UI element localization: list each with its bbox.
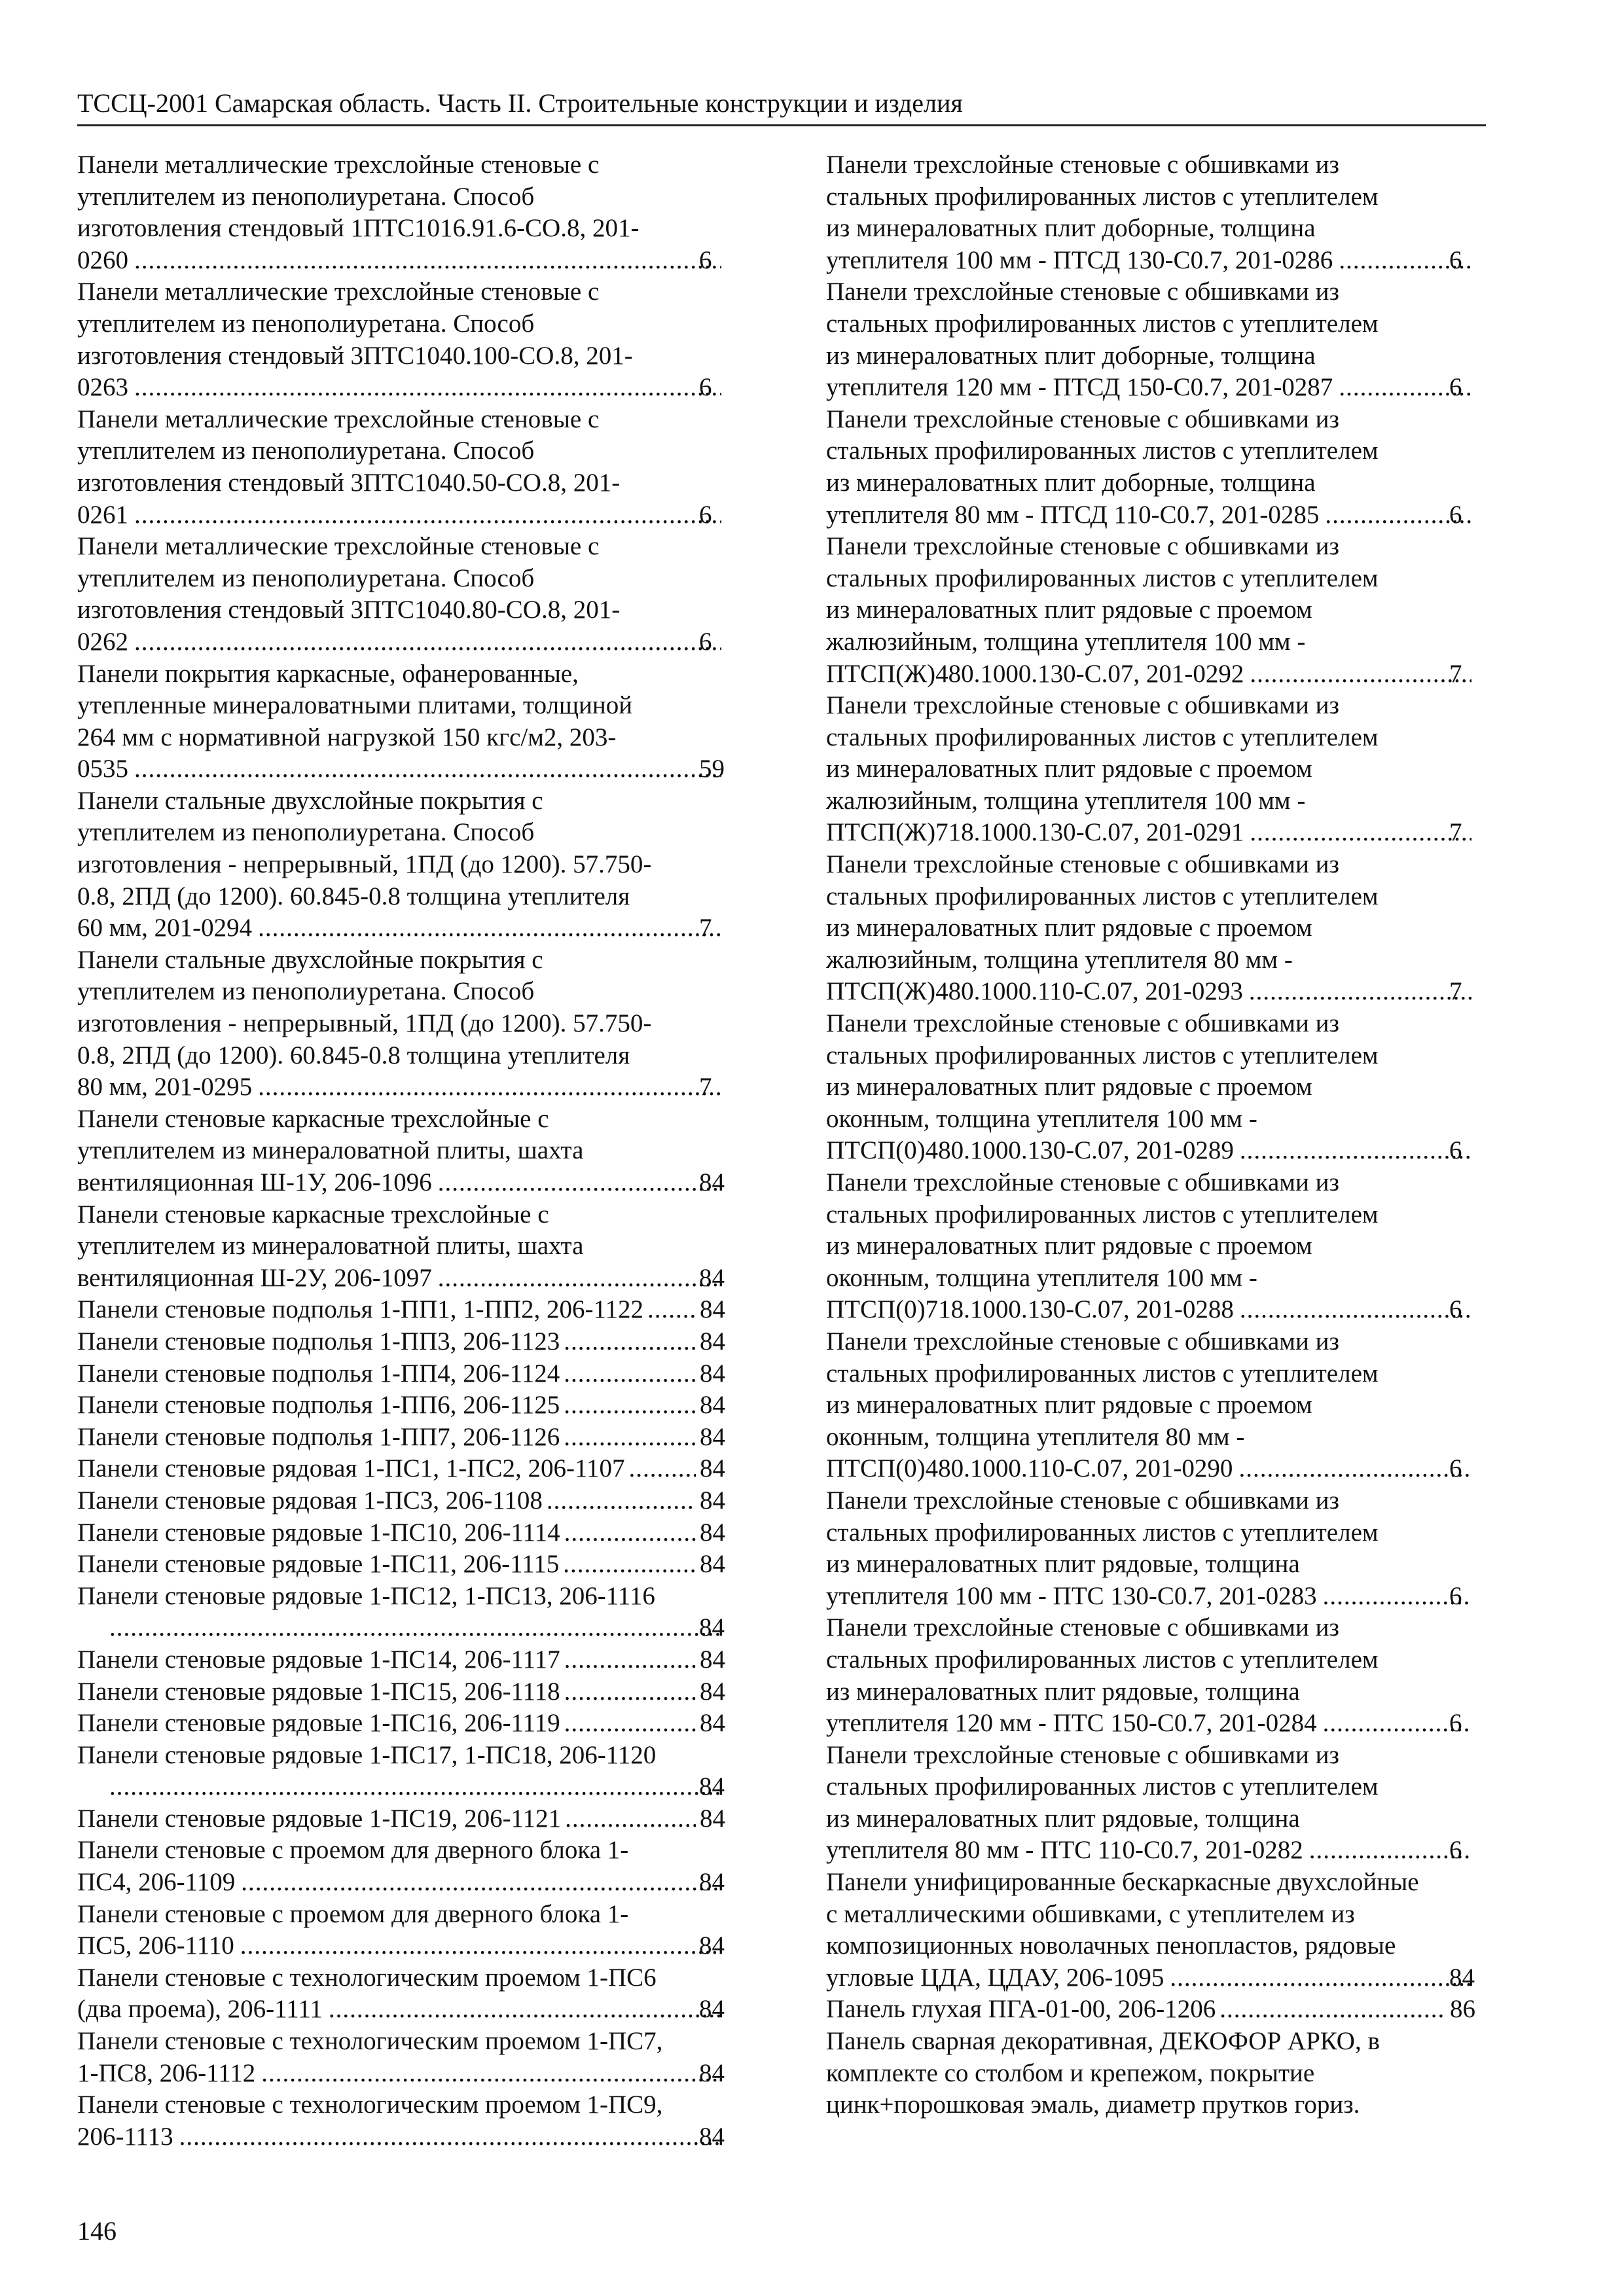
- index-entry: Панели стеновые с технологическим проемом 1-ПС9, 206-1113 ..... 84: [77, 2089, 725, 2153]
- index-entry-line: Панели стеновые рядовые 1-ПС17, 1-ПС18, 206-1120: [77, 1740, 657, 1769]
- index-entry: [77, 1517, 725, 1549]
- index-entry: [77, 1422, 725, 1454]
- index-entry-line: утеплителем из пенополиуретана. Способ: [77, 977, 535, 1006]
- dot-leader: [1238, 1135, 1471, 1167]
- index-entry-line: стальных профилированных листов с утеплителем: [826, 1518, 1379, 1547]
- index-entry: Панели стеновые с технологическим проемом 1-ПС7, 1-ПС8, 206-1112 ..... 84: [77, 2026, 725, 2089]
- index-entry-line: оконным, толщина утеплителя 80 мм -: [826, 1422, 1245, 1451]
- index-entry-line: Панель сварная декоративная, ДЕКОФОР АРКО, в: [826, 2027, 1380, 2056]
- index-entry-line: Панели трехслойные стеновые с обшивками из: [826, 1486, 1339, 1515]
- index-entry-page: 84: [700, 1677, 725, 1706]
- index-entry-line: 0.8, 2ПД (до 1200). 60.845-0.8 толщина утеплителя: [77, 1041, 630, 1069]
- index-entry-line: изготовления стендовый 3ПТС1040.50-СО.8, 201-: [77, 468, 621, 497]
- index-entry-last-line: Панели стеновые рядовая 1-ПС3, 206-1108: [77, 1486, 543, 1515]
- index-entry-page: 84: [700, 1486, 725, 1515]
- index-entry-last-line: 1-ПС8, 206-1112: [77, 2058, 256, 2087]
- index-entry-last-line: Панели стеновые рядовые 1-ПС15, 206-1118: [77, 1677, 560, 1706]
- dot-leader: [564, 1422, 696, 1454]
- index-entry-line: Панели стеновые с технологическим проемом 1-ПС9,: [77, 2090, 663, 2119]
- index-entry-last-line: утеплителя 120 мм - ПТС 150-С0.7, 201-0284: [826, 1709, 1317, 1738]
- index-entry-page: 86: [1450, 1995, 1475, 2024]
- dot-leader: [436, 1263, 721, 1295]
- index-entry: [77, 1549, 725, 1581]
- dot-leader: [563, 1549, 696, 1581]
- index-entry-last-line: Панели стеновые подполья 1-ПП4, 206-1124: [77, 1359, 560, 1388]
- index-entry-last-line: утеплителя 100 мм - ПТС 130-С0.7, 201-0283: [826, 1581, 1317, 1610]
- index-entry-line: Панели трехслойные стеновые с обшивками из: [826, 1740, 1339, 1769]
- dot-leader: [564, 1326, 696, 1358]
- index-entry-last-line: 0260: [77, 245, 128, 274]
- index-entry: [77, 1485, 725, 1517]
- index-entry-line: из минераловатных плит рядовые с проемом: [826, 1073, 1312, 1102]
- index-entry: Панели трехслойные стеновые с обшивками из стальных профилированных листов с утеплителем из минераловатных плит рядовые с проемом оконным, толщина утеплителя 100 мм - ПТСП(0)718.1000.130-С.07, 201-0288 ..... 6: [826, 1167, 1475, 1326]
- index-entry-page: 84: [700, 1295, 725, 1324]
- index-entry-line: стальных профилированных листов с утеплителем: [826, 564, 1379, 592]
- index-entry-line: Панели стеновые с технологическим проемом 1-ПС7,: [77, 2027, 663, 2056]
- index-entry-line: утеплителем из минераловатной плиты, шахта: [77, 1232, 584, 1261]
- index-entry-line: Панели стальные двухслойные покрытия с: [77, 945, 543, 974]
- index-entry-line: жалюзийным, толщина утеплителя 100 мм -: [826, 627, 1306, 656]
- index-entry: Панели трехслойные стеновые с обшивками из стальных профилированных листов с утеплителем из минераловатных плит рядовые с проемом жалюзийным, толщина утеплителя 100 мм - ПТСП(Ж)718.1000.130-С.07, 201-0291 ..... 7: [826, 690, 1475, 849]
- index-entry: Панели стальные двухслойные покрытия с утеплителем из пенополиуретана. Способ изготовления - непрерывный, 1ПД (до 1200). 57.750- 0.8, 2ПД (до 1200). 60.845-0.8 толщина утеплителя 60 мм, 201-0294 ..... 7: [77, 785, 725, 944]
- index-entry-line: Панели металлические трехслойные стеновые с: [77, 278, 600, 306]
- index-entry-last-line: утеплителя 80 мм - ПТСД 110-С0.7, 201-0285: [826, 500, 1320, 529]
- index-entry-line: цинк+порошковая эмаль, диаметр прутков гориз.: [826, 2090, 1360, 2119]
- index-entry-line: Панели трехслойные стеновые с обшивками из: [826, 850, 1339, 879]
- index-entry-last-line: ПТСП(0)480.1000.130-С.07, 201-0289: [826, 1136, 1234, 1165]
- index-entry: [77, 1708, 725, 1740]
- running-header: ТССЦ-2001 Самарская область. Часть II. Строительные конструкции и изделия: [77, 84, 1486, 126]
- index-entry-line: стальных профилированных листов с утеплителем: [826, 437, 1379, 465]
- index-entry: [77, 1294, 725, 1326]
- index-entry-line: 264 мм с нормативной нагрузкой 150 кгс/м2, 203-: [77, 723, 617, 751]
- index-entry-line: из минераловатных плит рядовые, толщина: [826, 1804, 1300, 1833]
- index-entry: [77, 1390, 725, 1422]
- index-entry-line: из минераловатных плит рядовые с проемом: [826, 1391, 1312, 1420]
- index-entry-line: из минераловатных плит доборные, толщина: [826, 341, 1316, 370]
- dot-leader: [132, 753, 721, 785]
- index-entry-last-line: ПТСП(0)480.1000.110-С.07, 201-0290: [826, 1454, 1233, 1483]
- index-entry-line: с металлическими обшивками, с утеплителем из: [826, 1899, 1355, 1928]
- index-entry-page: 84: [700, 1327, 725, 1355]
- index-entry-last-line: вентиляционная Ш-2У, 206-1097: [77, 1263, 432, 1292]
- index-entry: Панели трехслойные стеновые с обшивками из стальных профилированных листов с утеплителем из минераловатных плит доборные, толщина утеплителя 100 мм - ПТСД 130-С0.7, 201-0286 ..... 6: [826, 149, 1475, 276]
- index-entry-line: утепленные минераловатными плитами, толщиной: [77, 691, 633, 720]
- index-entry-line: стальных профилированных листов с утеплителем: [826, 1645, 1379, 1674]
- index-entry: Панели стеновые с технологическим проемом 1-ПС6 (два проема), 206-1111 ..... 84: [77, 1962, 725, 2026]
- index-entry: [826, 2026, 1475, 2121]
- index-entry-line: Панели унифицированные бескаркасные двухслойные: [826, 1868, 1419, 1897]
- dot-leader: [564, 1517, 696, 1549]
- index-entry-last-line: ПТСП(0)718.1000.130-С.07, 201-0288: [826, 1295, 1234, 1324]
- index-entry-last-line: Панели стеновые подполья 1-ПП6, 206-1125: [77, 1391, 560, 1420]
- index-entry-line: из минераловатных плит доборные, толщина: [826, 214, 1316, 243]
- index-entry-page: 84: [700, 1645, 725, 1674]
- dot-leader: [1248, 658, 1471, 691]
- index-entry-line: Панели металлические трехслойные стеновые с: [77, 404, 600, 433]
- dot-leader: [107, 1612, 721, 1644]
- dot-leader: [1238, 1294, 1471, 1326]
- index-entry-line: Панели трехслойные стеновые с обшивками из: [826, 151, 1339, 179]
- index-entry-last-line: утеплителя 120 мм - ПТСД 150-С0.7, 201-0287: [826, 373, 1333, 402]
- index-entry-last-line: Панели стеновые рядовые 1-ПС14, 206-1117: [77, 1645, 560, 1674]
- index-entry-page: 84: [700, 1422, 725, 1451]
- dot-leader: [1247, 976, 1471, 1008]
- index-entry: Панели металлические трехслойные стеновые с утеплителем из пенополиуретана. Способ изготовления стендовый 1ПТС1016.91.6-СО.8, 201- 0260 ..... 6: [77, 149, 725, 276]
- index-entry-line: утеплителем из пенополиуретана. Способ: [77, 564, 535, 592]
- index-entry-page: 84: [700, 1518, 725, 1547]
- dot-leader: [238, 1930, 721, 1962]
- index-column-left: [77, 149, 725, 2153]
- index-entry-line: стальных профилированных листов с утеплителем: [826, 309, 1379, 338]
- index-entry-line: Панели трехслойные стеновые с обшивками из: [826, 1168, 1339, 1196]
- index-entry-line: стальных профилированных листов с утеплителем: [826, 723, 1379, 751]
- index-entry-line: композиционных новолачных пенопластов, рядовые: [826, 1931, 1396, 1960]
- index-entry-line: Панели металлические трехслойные стеновые с: [77, 151, 600, 179]
- index-entry-line: из минераловатных плит рядовые, толщина: [826, 1550, 1300, 1579]
- index-entry-line: Панели трехслойные стеновые с обшивками из: [826, 532, 1339, 561]
- index-entry-line: Панели стеновые с проемом для дверного блока 1-: [77, 1836, 629, 1865]
- index-entry: [77, 1453, 725, 1485]
- index-entry-line: Панели стеновые с технологическим проемом 1-ПС6: [77, 1963, 657, 1992]
- index-entry: Панели трехслойные стеновые с обшивками из стальных профилированных листов с утеплителем из минераловатных плит рядовые с проемом оконным, толщина утеплителя 80 мм - ПТСП(0)480.1000.110-С.07, 201-0290 ..... 6: [826, 1326, 1475, 1485]
- index-entry: [77, 1358, 725, 1390]
- index-entry-line: утеплителем из пенополиуретана. Способ: [77, 437, 535, 465]
- index-entry-line: стальных профилированных листов с утеплителем: [826, 182, 1379, 211]
- index-entry-line: из минераловатных плит рядовые с проемом: [826, 914, 1312, 942]
- index-entry-last-line: 0535: [77, 755, 128, 783]
- index-entry-line: изготовления стендовый 1ПТС1016.91.6-СО.8, 201-: [77, 214, 640, 243]
- index-entry-line: комплекте со столбом и крепежом, покрытие: [826, 2058, 1315, 2087]
- index-entry-line: Панели трехслойные стеновые с обшивками из: [826, 404, 1339, 433]
- index-entry-line: изготовления стендовый 3ПТС1040.100-СО.8, 201-: [77, 341, 633, 370]
- index-entry: Панели покрытия каркасные, офанерованные, утепленные минераловатными плитами, толщиной 264 мм с нормативной нагрузкой 150 кгс/м2, 203- 0535 ..... 59: [77, 658, 725, 785]
- dot-leader: [564, 1708, 696, 1740]
- page-number: 146: [77, 2216, 117, 2246]
- index-entry-line: из минераловатных плит рядовые с проемом: [826, 755, 1312, 783]
- index-entry-last-line: ПТСП(Ж)718.1000.130-С.07, 201-0291: [826, 818, 1244, 847]
- index-entry-last-line: 0262: [77, 627, 128, 656]
- index-entry-last-line: Панель глухая ПГА-01-00, 206-1206: [826, 1995, 1216, 2024]
- index-entry-last-line: 60 мм, 201-0294: [77, 914, 253, 942]
- index-entry: [826, 1994, 1475, 2026]
- index-entry-line: изготовления стендовый 3ПТС1040.80-СО.8, 201-: [77, 596, 621, 624]
- dot-leader: [259, 2058, 721, 2090]
- dot-leader: [564, 1358, 696, 1390]
- index-entry: Панели унифицированные бескаркасные двухслойные с металлическими обшивками, с утеплителем из композиционных новолачных пенопластов, рядовые угловые ЦДА, ЦДАУ, 206-1095 ..... 84: [826, 1867, 1475, 1994]
- dot-leader: [1307, 1835, 1471, 1867]
- index-entry: Панели трехслойные стеновые с обшивками из стальных профилированных листов с утеплителем из минераловатных плит рядовые с проемом жалюзийным, толщина утеплителя 100 мм - ПТСП(Ж)480.1000.130-С.07, 201-0292 ..... 7: [826, 531, 1475, 690]
- index-entry: Панели стальные двухслойные покрытия с утеплителем из пенополиуретана. Способ изготовления - непрерывный, 1ПД (до 1200). 57.750- 0.8, 2ПД (до 1200). 60.845-0.8 толщина утеплителя 80 мм, 201-0295 ..... 7: [77, 944, 725, 1103]
- index-entry-last-line: утеплителя 80 мм - ПТС 110-С0.7, 201-0282: [826, 1836, 1303, 1865]
- dot-leader: [564, 1644, 696, 1676]
- index-entry: Панели трехслойные стеновые с обшивками из стальных профилированных листов с утеплителем из минераловатных плит рядовые, толщина утеплителя 120 мм - ПТС 150-С0.7, 201-0284 ..... 6: [826, 1612, 1475, 1739]
- index-entry: [77, 1803, 725, 1835]
- index-entry-last-line: ПС4, 206-1109: [77, 1868, 236, 1897]
- dot-leader: [132, 626, 721, 658]
- index-entry-page: 84: [700, 1804, 725, 1833]
- index-entry-last-line: утеплителя 100 мм - ПТСД 130-С0.7, 201-0286: [826, 245, 1333, 274]
- index-entry-page: 84: [700, 1359, 725, 1388]
- index-entry-page: 84: [700, 1454, 725, 1483]
- index-entry: [77, 1326, 725, 1358]
- index-entry: Панели металлические трехслойные стеновые с утеплителем из пенополиуретана. Способ изготовления стендовый 3ПТС1040.80-СО.8, 201- 0262 ..... 6: [77, 531, 725, 658]
- index-entry-line: изготовления - непрерывный, 1ПД (до 1200). 57.750-: [77, 1009, 652, 1038]
- index-entry: Панели трехслойные стеновые с обшивками из стальных профилированных листов с утеплителем из минераловатных плит рядовые с проемом жалюзийным, толщина утеплителя 80 мм - ПТСП(Ж)480.1000.110-С.07, 201-0293 ..... 7: [826, 849, 1475, 1008]
- index-entry-line: оконным, толщина утеплителя 100 мм -: [826, 1104, 1257, 1133]
- index-entry-line: стальных профилированных листов с утеплителем: [826, 1359, 1379, 1388]
- index-entry: [77, 1644, 725, 1676]
- index-entry-last-line: 80 мм, 201-0295: [77, 1073, 253, 1102]
- index-entry-line: утеплителем из пенополиуретана. Способ: [77, 818, 535, 847]
- index-entry-line: жалюзийным, толщина утеплителя 80 мм -: [826, 945, 1293, 974]
- dot-leader: [256, 912, 721, 944]
- dot-leader: [177, 2121, 721, 2153]
- index-entry: Панели металлические трехслойные стеновые с утеплителем из пенополиуретана. Способ изготовления стендовый 3ПТС1040.50-СО.8, 201- 0261 ..... 6: [77, 404, 725, 531]
- index-entry-line: из минераловатных плит рядовые с проемом: [826, 1232, 1312, 1261]
- index-entry-last-line: Панели стеновые подполья 1-ПП3, 206-1123: [77, 1327, 560, 1355]
- index-entry-line: стальных профилированных листов с утеплителем: [826, 1772, 1379, 1801]
- index-entry-line: из минераловатных плит рядовые, толщина: [826, 1677, 1300, 1706]
- index-entry-line: утеплителем из пенополиуретана. Способ: [77, 309, 535, 338]
- index-entry: Панели стеновые каркасные трехслойные с утеплителем из минераловатной плиты, шахта вентиляционная Ш-2У, 206-1097 ..... 84: [77, 1199, 725, 1295]
- index-entry-line: Панели стеновые каркасные трехслойные с: [77, 1104, 549, 1133]
- index-entry-page: 84: [700, 1550, 725, 1579]
- dot-leader: [1168, 1962, 1471, 1994]
- dot-leader: [256, 1071, 721, 1103]
- dot-leader: [565, 1803, 696, 1835]
- index-entry-line: Панели трехслойные стеновые с обшивками из: [826, 1009, 1339, 1038]
- dot-leader: [132, 245, 721, 277]
- index-entry: Панели металлические трехслойные стеновые с утеплителем из пенополиуретана. Способ изготовления стендовый 3ПТС1040.100-СО.8, 201- 0263 ..... 6: [77, 276, 725, 403]
- index-entry-line: 0.8, 2ПД (до 1200). 60.845-0.8 толщина утеплителя: [77, 882, 630, 910]
- index-entry: Панели трехслойные стеновые с обшивками из стальных профилированных листов с утеплителем из минераловатных плит рядовые, толщина утеплителя 100 мм - ПТС 130-С0.7, 201-0283 ..... 6: [826, 1485, 1475, 1612]
- index-entry: Панели трехслойные стеновые с обшивками из стальных профилированных листов с утеплителем из минераловатных плит доборные, толщина утеплителя 120 мм - ПТСД 150-С0.7, 201-0287 ..... 6: [826, 276, 1475, 403]
- index-entry: Панели стеновые рядовые 1-ПС12, 1-ПС13, 206-1116 ..... 84: [77, 1581, 725, 1644]
- index-entry-line: стальных профилированных листов с утеплителем: [826, 1200, 1379, 1229]
- index-entry: Панели трехслойные стеновые с обшивками из стальных профилированных листов с утеплителем из минераловатных плит доборные, толщина утеплителя 80 мм - ПТСД 110-С0.7, 201-0285 ..... 6: [826, 404, 1475, 531]
- index-entry-last-line: угловые ЦДА, ЦДАУ, 206-1095: [826, 1963, 1164, 1992]
- index-entry-line: Панели покрытия каркасные, офанерованные,: [77, 659, 579, 688]
- index-entry-line: жалюзийным, толщина утеплителя 100 мм -: [826, 786, 1306, 815]
- index-entry-line: стальных профилированных листов с утеплителем: [826, 882, 1379, 910]
- index-entry-line: утеплителем из минераловатной плиты, шахта: [77, 1136, 584, 1165]
- index-entry-last-line: Панели стеновые рядовая 1-ПС1, 1-ПС2, 206-1107: [77, 1454, 625, 1483]
- index-entry: Панели стеновые с проемом для дверного блока 1- ПС4, 206-1109 ..... 84: [77, 1835, 725, 1898]
- index-entry: Панели стеновые рядовые 1-ПС17, 1-ПС18, 206-1120 ..... 84: [77, 1740, 725, 1803]
- dot-leader: [647, 1294, 696, 1326]
- index-entry-line: Панели трехслойные стеновые с обшивками из: [826, 278, 1339, 306]
- index-entry-last-line: (два проема), 206-1111: [77, 1995, 323, 2024]
- index-entry-last-line: 0261: [77, 500, 128, 529]
- index-entry-line: утеплителем из пенополиуретана. Способ: [77, 182, 535, 211]
- dot-leader: [1236, 1453, 1471, 1485]
- index-entry-line: Панели трехслойные стеновые с обшивками из: [826, 691, 1339, 720]
- index-entry-line: Панели трехслойные стеновые с обшивками из: [826, 1613, 1339, 1642]
- index-entry-line: Панели стеновые с проемом для дверного блока 1-: [77, 1899, 629, 1928]
- index-entry-line: Панели металлические трехслойные стеновые с: [77, 532, 600, 561]
- dot-leader: [629, 1453, 696, 1485]
- index-column-right: [826, 149, 1475, 2121]
- index-entry-line: оконным, толщина утеплителя 100 мм -: [826, 1263, 1257, 1292]
- index-entry-line: Панели стеновые каркасные трехслойные с: [77, 1200, 549, 1229]
- index-entry-last-line: 0263: [77, 373, 128, 402]
- dot-leader: [564, 1390, 696, 1422]
- dot-leader: [107, 1771, 721, 1803]
- index-entry-last-line: ПТСП(Ж)480.1000.130-С.07, 201-0292: [826, 659, 1244, 688]
- index-entry: Панели стеновые каркасные трехслойные с утеплителем из минераловатной плиты, шахта вентиляционная Ш-1У, 206-1096 ..... 84: [77, 1103, 725, 1199]
- index-entry-line: Панели трехслойные стеновые с обшивками из: [826, 1327, 1339, 1355]
- index-entry-line: Панели стальные двухслойные покрытия с: [77, 786, 543, 815]
- dot-leader: [1248, 817, 1471, 849]
- dot-leader: [1219, 1994, 1446, 2026]
- dot-leader: [564, 1676, 696, 1708]
- index-entry-last-line: Панели стеновые рядовые 1-ПС11, 206-1115: [77, 1550, 560, 1579]
- index-entry-page: 84: [700, 1391, 725, 1420]
- dot-leader: [436, 1167, 721, 1199]
- index-entry-page: 84: [700, 1709, 725, 1738]
- index-entry-last-line: Панели стеновые подполья 1-ПП7, 206-1126: [77, 1422, 560, 1451]
- index-entry-last-line: Панели стеновые рядовые 1-ПС16, 206-1119: [77, 1709, 560, 1738]
- dot-leader: [547, 1485, 696, 1517]
- index-entry-line: из минераловатных плит рядовые с проемом: [826, 596, 1312, 624]
- index-entry-line: изготовления - непрерывный, 1ПД (до 1200). 57.750-: [77, 850, 652, 879]
- index-entry-line: Панели стеновые рядовые 1-ПС12, 1-ПС13, 206-1116: [77, 1581, 655, 1610]
- index-entry-last-line: 206-1113: [77, 2122, 173, 2151]
- index-entry-last-line: ПТСП(Ж)480.1000.110-С.07, 201-0293: [826, 977, 1243, 1006]
- index-entry-last-line: Панели стеновые рядовые 1-ПС10, 206-1114: [77, 1518, 560, 1547]
- index-entry: [77, 1676, 725, 1708]
- dot-leader: [132, 499, 721, 531]
- index-entry: Панели трехслойные стеновые с обшивками из стальных профилированных листов с утеплителем из минераловатных плит рядовые, толщина утеплителя 80 мм - ПТС 110-С0.7, 201-0282 ..... 6: [826, 1740, 1475, 1867]
- index-entry-line: стальных профилированных листов с утеплителем: [826, 1041, 1379, 1069]
- index-entry-last-line: вентиляционная Ш-1У, 206-1096: [77, 1168, 432, 1196]
- index-entry-line: из минераловатных плит доборные, толщина: [826, 468, 1316, 497]
- dot-leader: [132, 372, 721, 404]
- index-entry-last-line: ПС5, 206-1110: [77, 1931, 234, 1960]
- dot-leader: [327, 1994, 721, 2026]
- dot-leader: [239, 1867, 721, 1899]
- index-entry: Панели трехслойные стеновые с обшивками из стальных профилированных листов с утеплителем из минераловатных плит рядовые с проемом оконным, толщина утеплителя 100 мм - ПТСП(0)480.1000.130-С.07, 201-0289 ..... 6: [826, 1008, 1475, 1167]
- index-entry-last-line: Панели стеновые рядовые 1-ПС19, 206-1121: [77, 1804, 562, 1833]
- index-entry: Панели стеновые с проемом для дверного блока 1- ПС5, 206-1110 ..... 84: [77, 1899, 725, 1962]
- index-entry-last-line: Панели стеновые подполья 1-ПП1, 1-ПП2, 206-1122: [77, 1295, 644, 1324]
